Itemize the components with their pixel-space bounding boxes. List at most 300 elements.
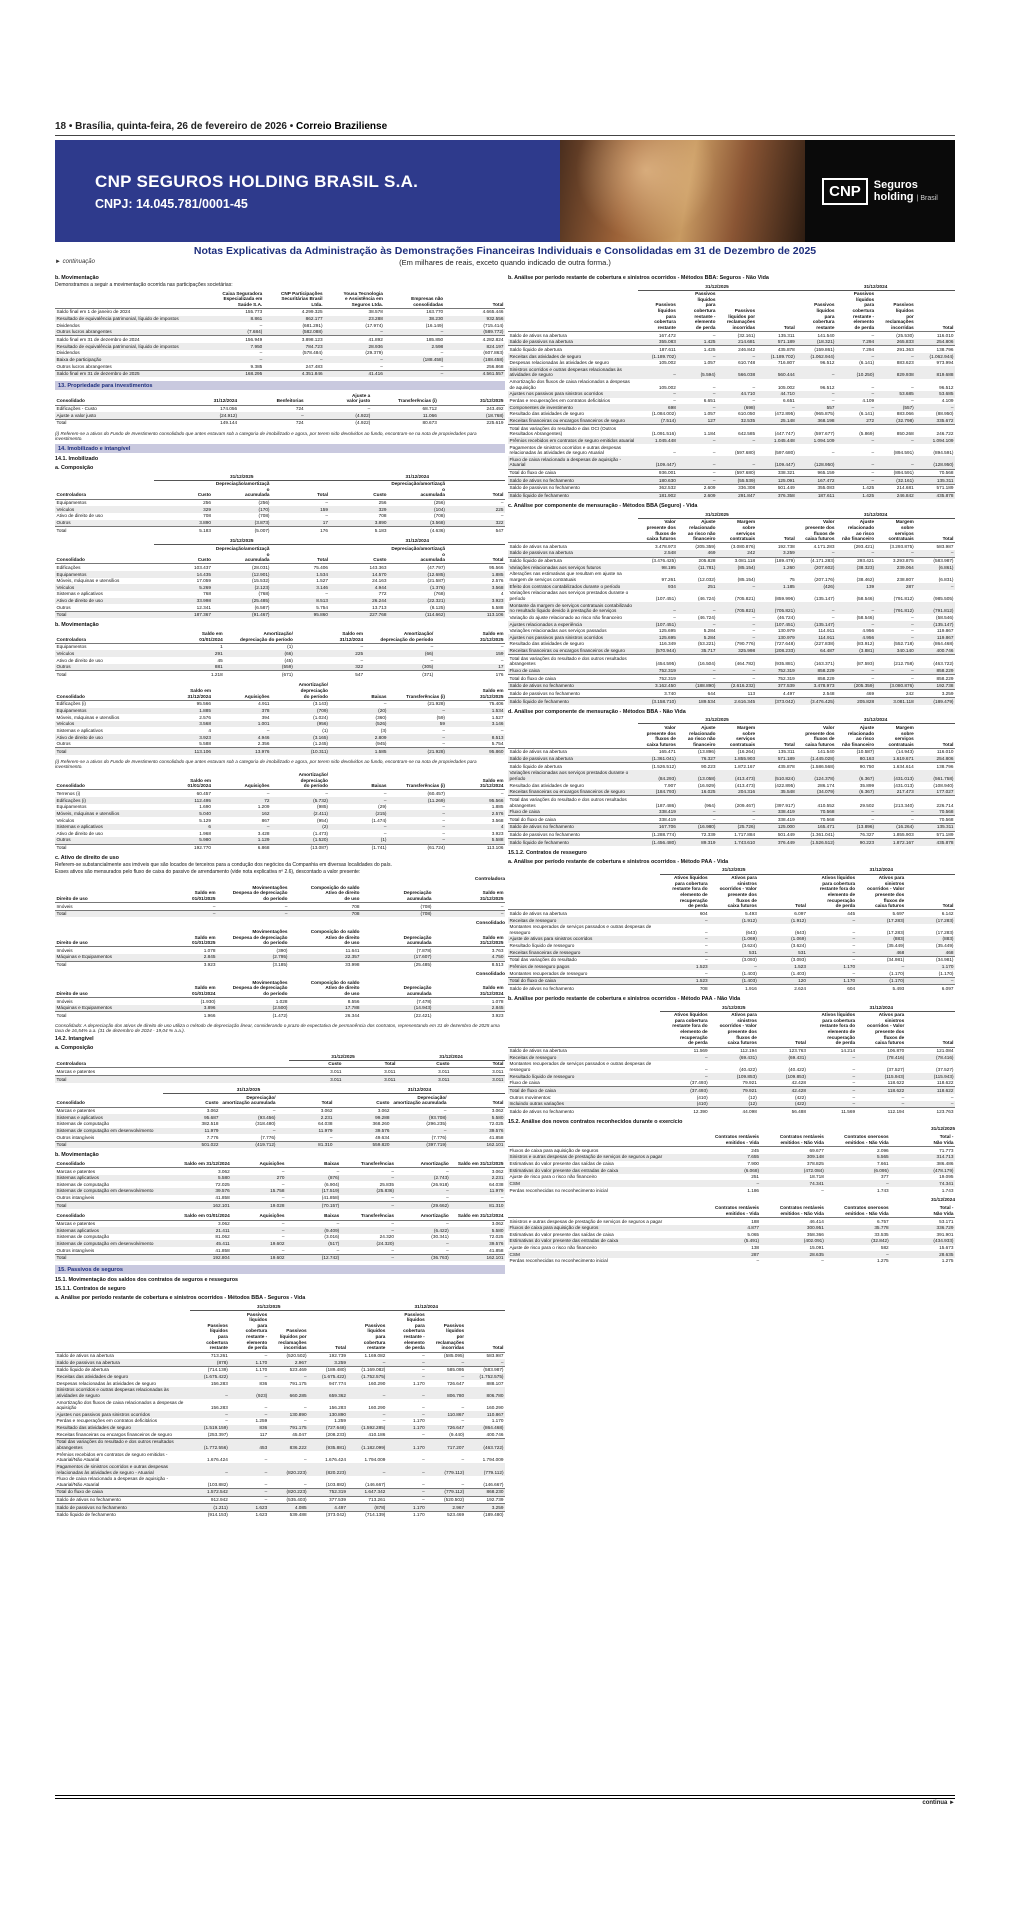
table-cell-value: (12): [748, 1101, 757, 1107]
table-cell-value: 1.425: [677, 346, 717, 353]
section-heading: a. Análise por período restante de cobertura e sinistros ocorridos - Método PAA - Vida: [508, 858, 729, 865]
table-cell-value: 1.534: [316, 571, 328, 577]
column-header: Controladora: [55, 480, 154, 499]
table-cell-value: 2.967: [294, 1359, 307, 1365]
table-cell-value: 338.419: [638, 816, 678, 824]
table-cell-value: 187.367: [154, 611, 213, 618]
table-row: [508, 1094, 955, 1101]
table-cell-value: (227.838): [814, 641, 835, 647]
table-cell-value: 368.198: [817, 417, 835, 423]
table-cell-value: 3.923: [199, 734, 211, 740]
table-cell-value: 571.189: [915, 484, 955, 492]
table-cell-value: (32.842): [871, 1238, 889, 1244]
table-cell-value: 6.097: [794, 910, 806, 916]
table-row-label: Dividendos: [56, 350, 80, 356]
table-row-label: Veículos: [56, 817, 75, 823]
table-cell-value: –: [391, 1221, 394, 1227]
table-cell-value: 95.860: [447, 748, 506, 755]
table-row: [55, 810, 505, 817]
table-cell-value: 338.321: [757, 469, 797, 477]
table-cell-value: –: [383, 830, 387, 836]
table-cell-value: 469: [707, 550, 716, 556]
table-row-label: Ativo de direito de uso: [56, 830, 103, 836]
table-cell-value: 973.994: [936, 360, 954, 366]
table-cell-value: 314.713: [936, 1154, 954, 1160]
column-header: Direito de uso: [55, 884, 145, 902]
table-cell-value: (46.724): [698, 595, 716, 601]
table-cell-value: 368.260: [372, 1121, 390, 1127]
table-cell-value: (108.940): [933, 782, 954, 788]
table-cell-value: 394: [261, 714, 270, 720]
table-cell-value: (6.422): [433, 1227, 449, 1233]
table-row-label: Ativo de direito de uso: [56, 513, 103, 519]
table-cell-value: 936.001: [638, 469, 678, 477]
table-row: [55, 700, 505, 707]
table-cell-value: 21.411: [215, 1227, 230, 1233]
column-header: Passivos líquidos para cobertura restante: [348, 1311, 387, 1352]
table-cell-value: (410): [696, 1094, 708, 1100]
table-cell-value: (66): [284, 650, 293, 656]
table-cell-value: 4.877: [747, 1225, 760, 1231]
table-cell-value: (12.032): [698, 577, 716, 583]
table-cell-value: 3.898.123: [264, 336, 324, 343]
table-cell-value: 582: [880, 1245, 889, 1251]
table-cell-value: 2.624: [758, 985, 807, 992]
column-header: CNP Participações Securitárias Brasil Ltda.: [264, 290, 324, 308]
table-cell-value: –: [500, 727, 504, 733]
table-cell-value: 53.685: [899, 391, 914, 397]
table-cell-value: –: [433, 910, 505, 917]
table-cell-value: (883): [893, 936, 905, 942]
column-header: Amortização/ depreciação do período: [271, 772, 330, 790]
table-cell-value: 335.672: [936, 417, 954, 423]
section-heading: a. Análise por período restante de cobertura e sinistros ocorridos - Métodos BBA - Seguros - Vida: [55, 1295, 306, 1302]
table-row: [508, 682, 955, 690]
column-header: Consolidado: [55, 545, 154, 564]
table-row-label: Estimativas do valor presente das saídas de caixa: [509, 1231, 614, 1237]
table-row: [55, 1496, 505, 1504]
column-header: Total: [271, 480, 330, 499]
table-cell-value: 4.299.325: [301, 309, 323, 315]
column-header: Consolidado: [55, 772, 154, 790]
table-cell-value: (1.189.702): [651, 353, 676, 359]
table-cell-value: 791.175: [289, 1380, 307, 1386]
table-cell-value: (22.321): [427, 598, 445, 604]
table-cell-value: (454.595): [638, 655, 678, 668]
table-row-label: Total das variações do resultado: [508, 956, 660, 963]
table-cell-value: (10.587): [856, 749, 875, 755]
table-cell-value: (705.821): [774, 608, 795, 614]
table-cell-value: –: [380, 356, 383, 362]
table-cell-value: –: [446, 1188, 449, 1194]
table-cell-value: (4.922): [305, 419, 372, 426]
table-row: [508, 1258, 955, 1265]
table-cell-value: (17.283): [886, 929, 905, 935]
table-cell-value: 791.175: [289, 1425, 307, 1431]
table-cell-value: 4.911: [258, 701, 270, 707]
column-header: Contratos onerosos emitidos - Não Vida: [825, 1134, 890, 1147]
table-cell-value: –: [831, 391, 835, 397]
table-cell-value: (463.722): [915, 655, 955, 668]
table-cell-value: –: [384, 370, 444, 377]
banner-photo: [560, 140, 805, 242]
table-row: [55, 741, 505, 748]
table-cell-value: (25.726): [717, 823, 757, 831]
table-cell-value: 585.095: [426, 1366, 465, 1373]
table-row: [55, 350, 505, 357]
table-cell-value: (104): [434, 506, 445, 512]
table-row-label: Equipamentos: [56, 500, 87, 506]
table-cell-value: 205.828: [836, 698, 876, 705]
table-cell-value: (878): [216, 1359, 228, 1365]
table-cell-value: –: [304, 1373, 307, 1379]
table-cell-value: 176: [271, 527, 330, 534]
table-cell-value: (32.161): [737, 332, 756, 338]
column-header: Consolidado: [55, 392, 172, 405]
column-header: Ativos líquidos para cobertura restante fora do elemento de recuperação de perda: [807, 1011, 856, 1047]
table-cell-value: 7.294: [862, 339, 875, 345]
table-cell-value: (1.741): [330, 844, 389, 851]
table-row-label: Amortização dos fluxos de caixa relacionados a despesas de aquisição: [509, 379, 630, 390]
table-cell-value: (88.950): [936, 411, 954, 417]
table-cell-value: 829.938: [896, 372, 914, 378]
table-cell-value: (45): [284, 657, 293, 663]
table-cell-value: (779.112): [444, 1469, 465, 1475]
table-row: [508, 1231, 955, 1238]
column-header: Amortização: [396, 1213, 451, 1220]
table-cell-value: (93.708): [429, 1114, 447, 1120]
table-cell-value: (557): [902, 404, 914, 410]
table-cell-value: –: [712, 809, 716, 815]
table-cell-value: 642.585: [717, 425, 757, 438]
table-cell-value: 49.634: [375, 1134, 390, 1140]
table-row-label: Outros movimentos:: [509, 1094, 552, 1100]
table-cell-value: 7.900: [747, 1161, 760, 1167]
column-header: Consolidado: [55, 682, 154, 700]
column-header: Saldo em 01/01/2024: [177, 1213, 232, 1220]
table-cell-value: 119.867: [936, 628, 954, 634]
table-cell-value: 225: [495, 506, 504, 512]
column-header: Saldo em 01/01/2024: [154, 630, 224, 643]
column-header: Saldo em 01/01/2024: [154, 772, 213, 790]
table-cell-value: (390): [276, 947, 288, 953]
masthead-rule: [55, 135, 955, 136]
table-cell-value: 3.923: [491, 830, 504, 836]
table-cell-value: 400.746: [486, 1431, 504, 1437]
column-header: Caixa Seguradora Especializada em Saúde S.A.: [203, 290, 263, 308]
table-row-label: Total: [55, 1141, 163, 1148]
table-row: [508, 583, 955, 590]
table-cell-value: 4.956: [862, 634, 875, 640]
table-cell-value: 270: [276, 1175, 285, 1181]
table-cell-value: –: [712, 621, 716, 627]
table-cell-value: 3.890: [199, 520, 211, 526]
table-row-label: Ajuste de risco para o risco não financeiro: [509, 1245, 597, 1251]
column-header: Contratos rentáveis emitidos - Vida: [696, 1205, 761, 1218]
column-header: Valor presente dos fluxos de caixa futuros: [638, 724, 678, 749]
table-cell-value: (768): [434, 591, 445, 597]
table-cell-value: –: [901, 964, 905, 969]
table-cell-value: 79.921: [709, 1087, 758, 1094]
table-cell-value: –: [852, 1094, 856, 1100]
table-cell-value: 17.788: [345, 1005, 360, 1011]
table-cell-value: (954): [317, 817, 328, 823]
table-cell-value: 716.807: [777, 360, 795, 366]
table-cell-value: (103.882): [325, 1481, 346, 1487]
table-row-label: Total de fluxo de caixa: [508, 1087, 660, 1094]
table-cell-value: 468: [945, 949, 954, 955]
table-cell-value: 4.497: [757, 690, 797, 698]
table-cell-value: 265.833: [896, 339, 914, 345]
column-header: 31/12/2025: [438, 392, 505, 405]
table-cell-value: 4.750: [491, 954, 504, 960]
table-cell-value: 1.794.009: [364, 1457, 386, 1463]
table-cell-value: 5.284: [703, 628, 716, 634]
table-cell-value: 4.282.824: [445, 336, 505, 343]
table-row-label: Sistemas de computação: [56, 1181, 110, 1187]
table-cell-value: 19.602: [231, 1254, 286, 1261]
table-cell-value: (209.467): [717, 796, 757, 809]
cnp-logo: [805, 140, 955, 242]
table-cell-value: 256: [378, 500, 387, 506]
table-cell-value: 566.038: [738, 372, 756, 378]
table-cell-value: 3.259: [915, 690, 955, 698]
table-cell-value: (135.147): [814, 595, 835, 601]
table-row: [55, 370, 505, 377]
table-cell-value: (135.147): [933, 621, 954, 627]
table-cell-value: –: [422, 1457, 425, 1463]
table-cell-value: 2.609: [677, 484, 717, 492]
table-row: [55, 1175, 505, 1182]
table-cell-value: 932.556: [486, 316, 504, 322]
table-cell-value: (2.795): [272, 954, 288, 960]
table-cell-value: –: [712, 332, 716, 338]
cnp-logo-mark: CNP: [822, 178, 868, 205]
table-cell-value: (535.403): [269, 1496, 308, 1504]
table-cell-value: (402.091): [803, 1238, 824, 1244]
table-cell-value: 291: [214, 650, 223, 656]
column-header: Passivos líquidos para cobertura restante - elemento de perda: [836, 290, 876, 331]
table-row: [508, 469, 955, 477]
table-cell-value: 156.949: [203, 336, 263, 343]
table-cell-value: (58.546): [856, 614, 875, 620]
table-cell-value: –: [712, 404, 716, 410]
table-cell-value: 185.850: [384, 336, 444, 343]
table-cell-value: 883.066: [896, 411, 914, 417]
table-cell-value: 64.487: [820, 648, 835, 654]
table-cell-value: 3.923: [145, 961, 217, 968]
table-cell-value: –: [446, 1168, 449, 1174]
table-row-label: Saldo líquido de abertura: [508, 763, 638, 770]
table-cell-value: (16.264): [876, 823, 916, 831]
table-cell-value: 6.651: [783, 398, 795, 404]
table-cell-value: –: [442, 734, 445, 740]
table-cell-value: 33.998: [196, 598, 211, 604]
table-cell-value: (1.170): [938, 970, 954, 976]
table-cell-value: (188.458): [423, 356, 444, 362]
table-cell-value: 3.740: [638, 690, 678, 698]
table-cell-value: (1.062.944): [810, 353, 835, 359]
table-cell-value: 4: [500, 824, 504, 830]
table-row-label: Resultado líquido de resseguro: [509, 943, 575, 949]
table-cell-value: 338.419: [757, 816, 797, 824]
table-cell-value: (570.944): [655, 648, 676, 654]
table-cell-value: –: [752, 353, 756, 359]
table-cell-value: –: [442, 817, 445, 823]
table-row: [508, 346, 955, 353]
table-cell-value: (6.587): [254, 604, 270, 610]
table-cell-value: –: [807, 1087, 856, 1094]
table-row-label: Edificações: [56, 564, 81, 570]
table-cell-value: (4.636): [388, 527, 447, 534]
table-cell-value: (85.154): [737, 564, 756, 570]
table-cell-value: –: [871, 437, 875, 443]
table-row-label: Prêmios recebidos em contratos de seguro emitidos - Atuarial/Não Atuarial: [56, 1451, 168, 1463]
table-cell-value: 112.194: [857, 1108, 906, 1115]
table-row: [508, 1167, 955, 1174]
table-row: [55, 1202, 505, 1209]
table-row-label: Marcas e patentes: [56, 1221, 96, 1227]
table-cell-value: (431.013): [893, 775, 914, 781]
table-cell-value: –: [446, 1221, 449, 1227]
table-cell-value: 120: [758, 977, 807, 985]
table-cell-value: (37.527): [886, 1066, 905, 1072]
table-cell-value: –: [831, 614, 835, 620]
column-header: Custo: [163, 1094, 220, 1107]
table-cell-value: 11.641: [345, 947, 360, 953]
table-cell-value: (371): [365, 671, 435, 678]
table-cell-value: (705.821): [735, 608, 756, 614]
table-row: [508, 641, 955, 648]
table-cell-value: (1.912): [741, 917, 757, 923]
table-row-label: Saldo líquido de fechamento: [508, 839, 638, 846]
table-cell-value: 162.101: [177, 1202, 232, 1209]
table-row-label: Sinistros ocorridos e outras despesas relacionadas às atividades de seguro: [56, 1387, 169, 1398]
table-cell-value: 604: [807, 985, 856, 992]
table-row: [55, 1366, 505, 1373]
year-header: 31/12/2024: [796, 717, 955, 724]
table-cell-value: 18.718: [809, 1174, 824, 1180]
logo-line-holding: [874, 191, 938, 203]
table-cell-value: 69.677: [809, 1147, 824, 1153]
table-cell-value: (790.776): [735, 641, 756, 647]
table-cell-value: –: [871, 550, 875, 556]
bottom-rule: [55, 1795, 955, 1799]
table-cell-value: 130.979: [777, 628, 795, 634]
table-row-label: Receitas de resseguro: [509, 1054, 557, 1060]
column-header: Benfeitorias: [239, 392, 306, 405]
table-cell-value: 1.170: [387, 1511, 426, 1518]
table-row: [55, 343, 505, 350]
table-cell-value: (58.546): [936, 614, 954, 620]
table-cell-value: (24.912): [219, 412, 238, 418]
table-cell-value: 947.774: [329, 1380, 346, 1386]
table-cell-value: –: [422, 1469, 425, 1475]
table-row: [508, 444, 955, 456]
table-cell-value: 400.746: [936, 648, 954, 654]
table-cell-value: (2.123): [254, 584, 270, 590]
table-cell-value: 322: [495, 520, 504, 526]
paragraph: Demonstramos a seguir a movimentação ocorrida nas participações societárias:: [55, 282, 233, 288]
table-cell-value: (18.768): [486, 412, 504, 418]
table-cell-value: 3.568: [199, 721, 211, 727]
table-corner-cell: [55, 538, 154, 545]
table-cell-value: 2.616.345: [717, 698, 757, 705]
table-cell-value: 6.868: [213, 844, 272, 851]
table-row: [55, 405, 505, 412]
table-cell-value: –: [259, 356, 263, 362]
table-row-label: Estimativas do valor presente das saídas de caixa: [509, 1161, 614, 1167]
left-column: [55, 272, 505, 1523]
table-cell-value: 726.647: [447, 1425, 465, 1431]
table-cell-value: (189.480): [308, 1366, 347, 1373]
table-cell-value: 1.647.342: [348, 1488, 387, 1496]
table-cell-value: (87.593): [836, 655, 876, 668]
table-row-label: Saldo líquido de abertura: [508, 346, 638, 353]
table-cell-value: 377.539: [757, 682, 797, 690]
table-cell-value: (3.080.876): [876, 682, 916, 690]
table-row: [508, 571, 955, 583]
table-row: [55, 308, 505, 315]
table-cell-value: –: [272, 1128, 276, 1133]
table-row: [508, 675, 955, 683]
table-cell-value: 382.518: [201, 1121, 219, 1127]
table-cell-value: 4.109: [862, 398, 875, 404]
data-table: [55, 290, 505, 377]
table-cell-value: 1.184: [677, 425, 717, 438]
table-cell-value: 192.804: [177, 1254, 232, 1261]
table-cell-value: 7.907: [664, 782, 676, 788]
table-cell-value: 717.207: [426, 1438, 465, 1451]
table-cell-value: (791.812): [893, 608, 914, 614]
table-row-label: Outros lucros abrangentes: [56, 363, 112, 369]
data-table: [508, 1134, 955, 1194]
column-header: Depreciação acumulada: [361, 884, 433, 902]
table-cell-value: 836.222: [269, 1438, 308, 1451]
table-cell-value: 8.513: [316, 598, 328, 604]
table-cell-value: 1.170: [255, 1359, 268, 1365]
column-header: Amortização/ depreciação do período: [365, 630, 435, 643]
table-cell-value: (93.456): [258, 1114, 276, 1120]
table-cell-value: –: [212, 903, 216, 909]
table-row-label: Resultado das atividades de seguro: [509, 411, 585, 417]
table-row-label: Outros intangíveis: [56, 1195, 95, 1201]
table-cell-value: –: [325, 513, 328, 519]
table-cell-value: 39.576: [489, 1128, 504, 1133]
data-table: [508, 511, 955, 705]
table-row: [55, 797, 505, 804]
table-cell-value: 138.796: [915, 763, 955, 770]
table-cell-value: (935.881): [308, 1438, 347, 1451]
table-cell-value: –: [145, 910, 217, 917]
table-cell-value: 300.951: [806, 1225, 824, 1231]
table-row-label: Sinistros e outras despesas de prestação de serviços de seguros a pagar: [509, 1218, 663, 1224]
table-cell-value: –: [852, 1073, 856, 1079]
table-row: [508, 550, 955, 557]
table-cell-value: 293.421: [836, 557, 876, 564]
table-cell-value: (6.095): [873, 1167, 889, 1173]
year-header: 31/12/2025: [638, 283, 797, 290]
table-cell-value: 1.527: [316, 578, 328, 584]
table-cell-value: 156.283: [210, 1380, 228, 1386]
table-cell-value: 724: [239, 419, 306, 426]
table-row: [55, 1425, 505, 1432]
table-cell-value: 25.835: [379, 1181, 394, 1187]
table-cell-value: (5.869): [836, 425, 876, 438]
table-cell-value: (894.591): [893, 450, 914, 456]
table-cell-value: 75.406: [489, 701, 504, 707]
table-cell-value: 177.027: [936, 789, 954, 795]
